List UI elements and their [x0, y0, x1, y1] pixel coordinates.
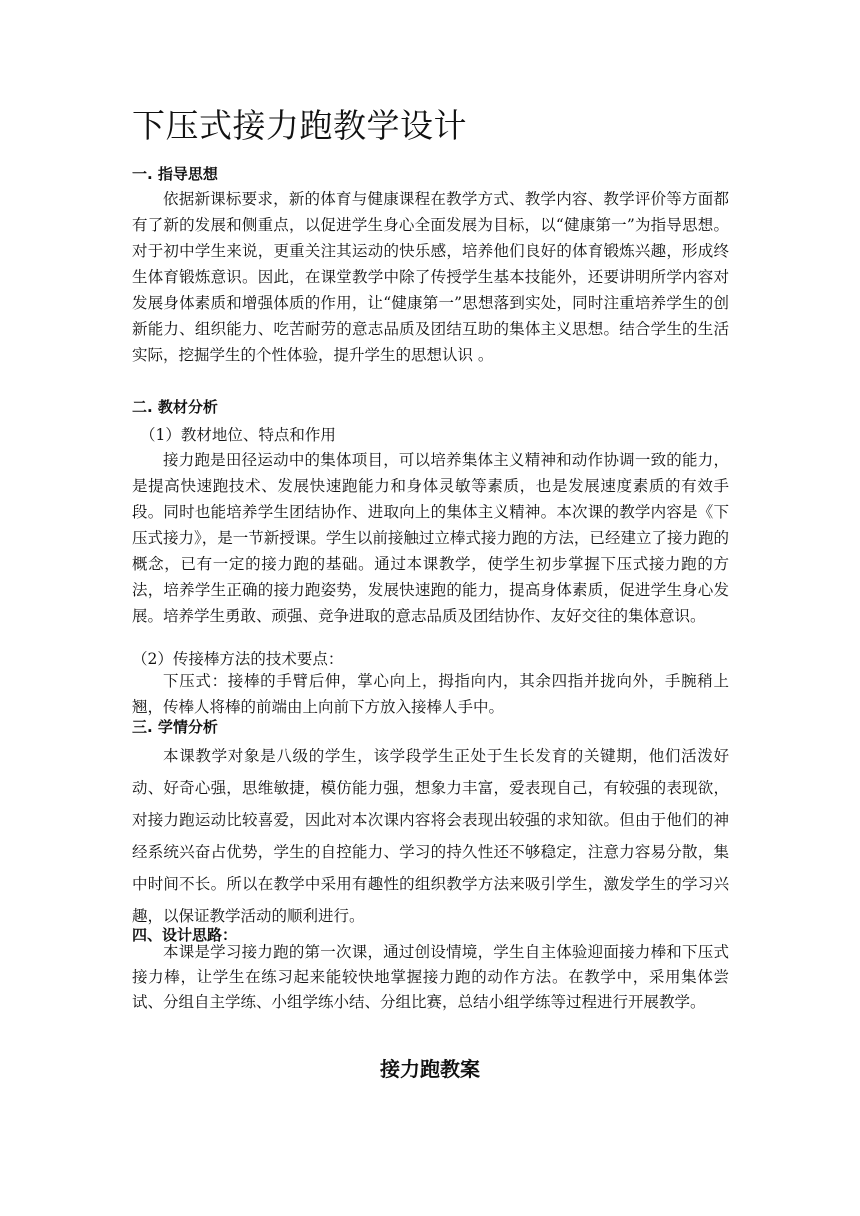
paragraph-guiding-ideology: 依据新课标要求，新的体育与健康课程在教学方式、教学内容、教学评价等方面都有了新的发展和侧重点，以促进学生身心全面发展为目标，以“健康第一”为指导思想。对于初中学生来说，更重关注其运动的快乐感，培养他们良好的体育锻炼兴趣，形成终生体育锻炼意识。因此，在课堂教学中除了传授学生基本技能外，还要讲明所学内容对发展身体素质和增强体质的作用，让“健康第一”思想落到实处，同时注重培养学生的创新能力、组织能力、吃苦耐劳的意志品质及团结互助的集体主义思想。结合学生的生活实际，挖掘学生的个性体验，提升学生的思想认识 。: [132, 190, 729, 364]
section-heading-design-approach: 四、设计思路：: [132, 926, 238, 944]
document-title: 下压式接力跑教学设计: [132, 106, 467, 145]
lesson-plan-title: 接力跑教案: [380, 1057, 480, 1081]
paragraph-baton-technique: 下压式：接棒的手臂后伸，掌心向上，拇指向内，其余四指并拢向外，手腕稍上翘，传棒人将棒的前端由上向前下方放入接棒人手中。: [132, 672, 729, 716]
section-heading-guiding-ideology: 一. 指导思想: [132, 165, 218, 183]
section-heading-material-analysis: 二. 教材分析: [132, 398, 218, 416]
section-heading-student-analysis: 三. 学情分析: [132, 718, 218, 736]
paragraph-material-position: 接力跑是田径运动中的集体项目，可以培养集体主义精神和动作协调一致的能力，是提高快速跑技术、发展快速跑能力和身体灵敏等素质，也是发展速度素质的有效手段。同时也能培养学生团结协作、进取向上的集体主义精神。本次课的教学内容是《下压式接力》，是一节新授课。学生以前接触过立棒式接力跑的方法，已经建立了接力跑的概念，已有一定的接力跑的基础。通过本课教学，使学生初步掌握下压式接力跑的方法，培养学生正确的接力跑姿势，发展快速跑的能力，提高身体素质，促进学生身心发展。培养学生勇敢、顽强、竞争进取的意志品质及团结协作、友好交往的集体意识。: [132, 451, 729, 625]
paragraph-design-approach: 本课是学习接力跑的第一次课，通过创设情境，学生自主体验迎面接力棒和下压式接力棒，让学生在练习起来能较快地掌握接力跑的动作方法。在教学中，采用集体尝试、分组自主学练、小组学练小结、分组比赛，总结小组学练等过程进行开展教学。: [132, 943, 729, 1011]
subheading-material-position: （1）教材地位、特点和作用: [140, 426, 336, 444]
subheading-baton-technique: （2）传接棒方法的技术要点：: [132, 650, 344, 668]
paragraph-student-analysis: 本课教学对象是八级的学生，该学段学生正处于生长发育的关键期，他们活泼好动、好奇心强，思维敏捷，模仿能力强，想象力丰富，爱表现自己，有较强的表现欲，对接力跑运动比较喜爱，因此对本次课内容将会表现出较强的求知欲。但由于他们的神经系统兴奋占优势，学生的自控能力、学习的持久性还不够稳定，注意力容易分散，集中时间不长。所以在教学中采用有趣性的组织教学方法来吸引学生，激发学生的学习兴趣，以保证教学活动的顺利进行。: [132, 747, 729, 925]
